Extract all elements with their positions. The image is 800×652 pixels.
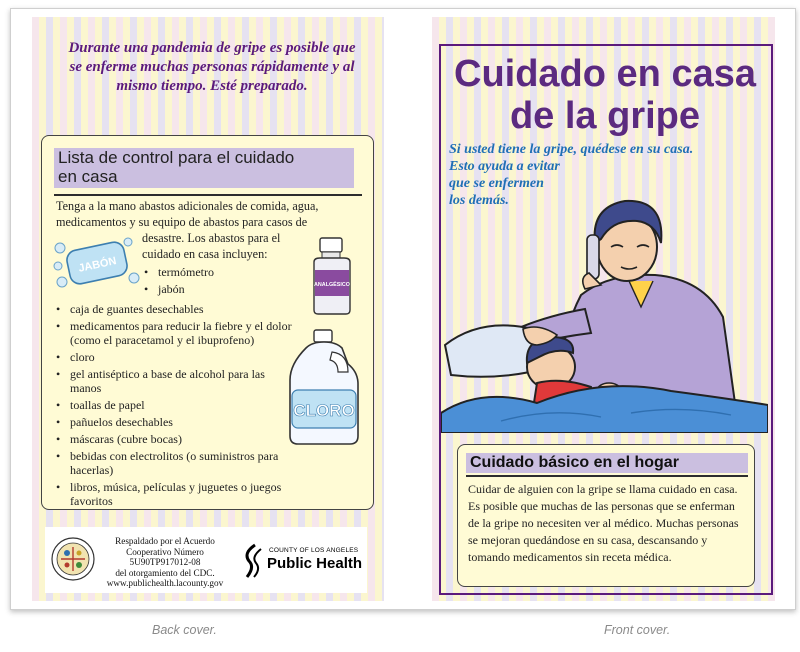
front-cover-caption: Front cover.: [604, 623, 671, 637]
checklist-title: Lista de control para el cuidado en casa: [58, 148, 295, 186]
basic-care-box: [457, 444, 755, 587]
endorsement-text: Respaldado por el Acuerdo Cooperativo Número 5U90TP917012-08 del otorgamiento del CDC. www.publichealth.lacounty.gov: [106, 536, 224, 589]
list-item: • toallas de papel: [54, 398, 294, 412]
basic-care-title: Cuidado básico en el hogar: [470, 454, 679, 471]
checklist-intro: Tenga a la mano abastos adicionales de comida, agua, medicamentos y su equipo de abastos para casos de: [56, 199, 319, 229]
checklist-intro-cont: desastre. Los abastos para el cuidado en casa incluyen:: [142, 231, 281, 261]
front-subtitle: Si usted tiene la gripe, quédese en su casa. Esto ayuda a evitar que se enfermen los demás.: [449, 142, 694, 208]
public-health-name: Public Health: [267, 555, 363, 572]
list-item: • cloro: [54, 350, 294, 364]
public-health-logo: [239, 543, 365, 579]
caregiver-illustration: [441, 177, 768, 433]
list-item: • máscaras (cubre bocas): [54, 432, 294, 446]
endorsement-box: [45, 527, 367, 593]
list-item: • pañuelos desechables: [54, 415, 294, 429]
front-cover: [432, 17, 775, 601]
checklist-top-list: [142, 265, 312, 299]
bleach-jug-icon: [286, 328, 362, 448]
front-title: Cuidado en casa de la gripe: [454, 53, 756, 137]
list-item: • jabón: [142, 282, 312, 296]
back-intro-text: Durante una pandemia de gripe es posible que se enferme muchas personas rápidamente y al mismo tiempo. Esté preparado.: [68, 40, 356, 94]
medicine-bottle-icon: [306, 236, 358, 316]
list-item: • libros, música, películas y juguetes o juegos favoritos: [54, 480, 294, 508]
back-cover: [32, 17, 384, 601]
checklist-list: [54, 302, 294, 511]
soap-icon: [50, 232, 142, 296]
basic-care-divider: [466, 475, 748, 477]
checklist-divider: [54, 194, 362, 196]
list-item: • medicamentos para reducir la fiebre y el dolor (como el paracetamol y el ibuprofeno): [54, 319, 294, 347]
list-item: • termómetro: [142, 265, 312, 279]
basic-care-text: Cuidar de alguien con la gripe se llama cuidado en casa. Es posible que muchas de las personas que se enferman de la gripe no necesiten ver al médico. Muchas personas se mejoran quedándose en su casa, descansando y tomando medicamentos sin receta médica.: [468, 482, 739, 564]
list-item: • gel antiséptico a base de alcohol para las manos: [54, 367, 294, 395]
list-item: • caja de guantes desechables: [54, 302, 294, 316]
checklist-box: [41, 135, 374, 510]
soap-label: JABÓN: [77, 255, 118, 275]
back-cover-caption: Back cover.: [152, 623, 217, 637]
list-item: • bebidas con electrolitos (o suministros para hacerlas): [54, 449, 294, 477]
brochure-sheet: [10, 8, 796, 610]
bleach-label: CLORO: [293, 401, 355, 420]
county-seal-icon: [51, 537, 95, 581]
medicine-label: ANALGÉSICO: [314, 282, 350, 288]
public-health-logo-icon: [241, 543, 265, 579]
public-health-county: COUNTY OF LOS ANGELES: [269, 547, 359, 554]
